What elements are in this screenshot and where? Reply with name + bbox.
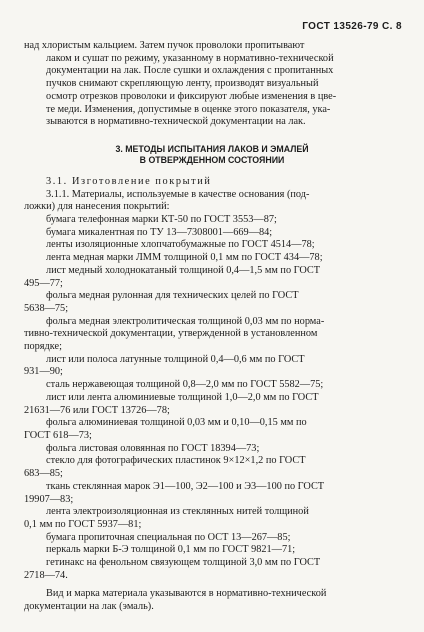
- section-heading-line: В ОТВЕРЖДЕННОМ СОСТОЯНИИ: [139, 155, 285, 166]
- section-heading: [24, 144, 400, 167]
- materials-line: гетинакс на фенольном связующем толщиной 3,0 мм по ГОСТ: [46, 557, 321, 569]
- materials-line: лист медный холоднокатаный толщиной 0,4—1,5 мм по ГОСТ: [46, 264, 321, 276]
- text-line: документации на лак. После сушки и охлаждения с пропитанных: [46, 65, 334, 77]
- materials-list-item: [24, 455, 400, 480]
- materials-list-item: [24, 443, 400, 456]
- closing-paragraph: [24, 588, 400, 613]
- materials-list: [24, 214, 400, 582]
- materials-line: ткань стеклянная марок Э1—100, Э2—100 и Э3—100 по ГОСТ: [46, 480, 325, 492]
- page-header: ГОСТ 13526-79 С. 8: [302, 21, 402, 32]
- materials-line: стекло для фотографических пластинок 9×12×1,2 по ГОСТ: [46, 455, 306, 467]
- materials-line: бумага микалентная по ТУ 13—7308001—669—84;: [46, 226, 273, 238]
- materials-list-item: [24, 239, 400, 252]
- materials-line: 21631—76 или ГОСТ 13726—78;: [24, 404, 170, 416]
- materials-line: 683—85;: [24, 468, 63, 480]
- materials-line: 0,1 мм по ГОСТ 5937—81;: [24, 518, 142, 530]
- materials-list-item: [24, 290, 400, 315]
- materials-list-item: [24, 544, 400, 557]
- materials-line: бумага телефонная марки КТ-50 по ГОСТ 3553—87;: [46, 214, 277, 226]
- text-line: пучков снимают скрепляющую ленту, производят визуальный: [46, 78, 319, 90]
- materials-list-item: [24, 379, 400, 392]
- materials-line: ГОСТ 618—73;: [24, 429, 92, 441]
- section-heading-line: 3. МЕТОДЫ ИСПЫТАНИЯ ЛАКОВ И ЭМАЛЕЙ: [115, 143, 309, 154]
- materials-line: лента медная марки ЛММ толщиной 0,1 мм по ГОСТ 434—78;: [46, 252, 323, 264]
- materials-line: 5638—75;: [24, 302, 69, 314]
- text-line: зываются в нормативно-технической документации на лак.: [46, 116, 306, 128]
- materials-line: фольга алюминиевая толщиной 0,03 мм и 0,10—0,15 мм по: [46, 417, 307, 429]
- materials-line: 495—77;: [24, 277, 63, 289]
- materials-line: перкаль марки Б-Э толщиной 0,1 мм по ГОСТ 9821—71;: [46, 544, 296, 556]
- text-line: Вид и марка материала указываются в нормативно-технической: [46, 588, 327, 600]
- materials-list-item: [24, 354, 400, 379]
- materials-list-item: [24, 532, 400, 545]
- materials-line: лента электроизоляционная из стеклянных нитей толщиной: [46, 506, 309, 518]
- text-line: осмотр отрезков проволоки и фиксируют любые изменения в цве-: [46, 90, 337, 102]
- materials-line: фольга медная электролитическая толщиной 0,03 мм по норма-: [46, 315, 325, 327]
- materials-list-item: [24, 392, 400, 417]
- materials-line: лист или полоса латунные толщиной 0,4—0,6 мм по ГОСТ: [46, 353, 305, 365]
- subsection-title: 3.1. Изготовление покрытий: [46, 175, 212, 187]
- materials-line: ленты изоляционные хлопчатобумажные по ГОСТ 4514—78;: [46, 239, 315, 251]
- materials-list-item: [24, 417, 400, 442]
- materials-list-item: [24, 316, 400, 354]
- page-content: [24, 40, 400, 614]
- text-line: документации на лак (эмаль).: [24, 601, 154, 613]
- materials-line: фольга листовая оловянная по ГОСТ 18394—73;: [46, 442, 260, 454]
- materials-line: сталь нержавеющая толщиной 0,8—2,0 мм по ГОСТ 5582—75;: [46, 379, 324, 391]
- text-line: лаком и сушат по режиму, указанному в нормативно-технической: [46, 52, 334, 64]
- materials-line: бумага пропиточная специальная по ОСТ 13—267—85;: [46, 531, 291, 543]
- materials-line: тивно-технической документации, утвержденной в установленном: [24, 328, 318, 340]
- materials-list-item: [24, 265, 400, 290]
- text-line: ложки) для нанесения покрытий:: [24, 201, 170, 213]
- materials-line: лист или лента алюминиевые толщиной 1,0—2,0 мм по ГОСТ: [46, 391, 319, 403]
- materials-list-item: [24, 481, 400, 506]
- materials-list-item: [24, 252, 400, 265]
- materials-line: фольга медная рулонная для технических целей по ГОСТ: [46, 290, 299, 302]
- materials-list-item: [24, 506, 400, 531]
- text-line: те меди. Изменения, допустимые в оценке этого показателя, ука-: [46, 103, 331, 115]
- intro-paragraph: [24, 40, 400, 129]
- materials-line: 931—90;: [24, 366, 63, 378]
- materials-list-item: [24, 214, 400, 227]
- materials-list-item: [24, 227, 400, 240]
- text-line: над хлористым кальцием. Затем пучок проволоки пропитывают: [24, 40, 305, 51]
- materials-line: 19907—83;: [24, 493, 74, 505]
- materials-line: 2718—74.: [24, 569, 68, 581]
- materials-line: порядке;: [24, 341, 62, 353]
- materials-list-item: [24, 557, 400, 582]
- text-line: 3.1.1. Материалы, используемые в качестве основания (под-: [46, 188, 310, 200]
- clause-paragraph: [24, 189, 400, 214]
